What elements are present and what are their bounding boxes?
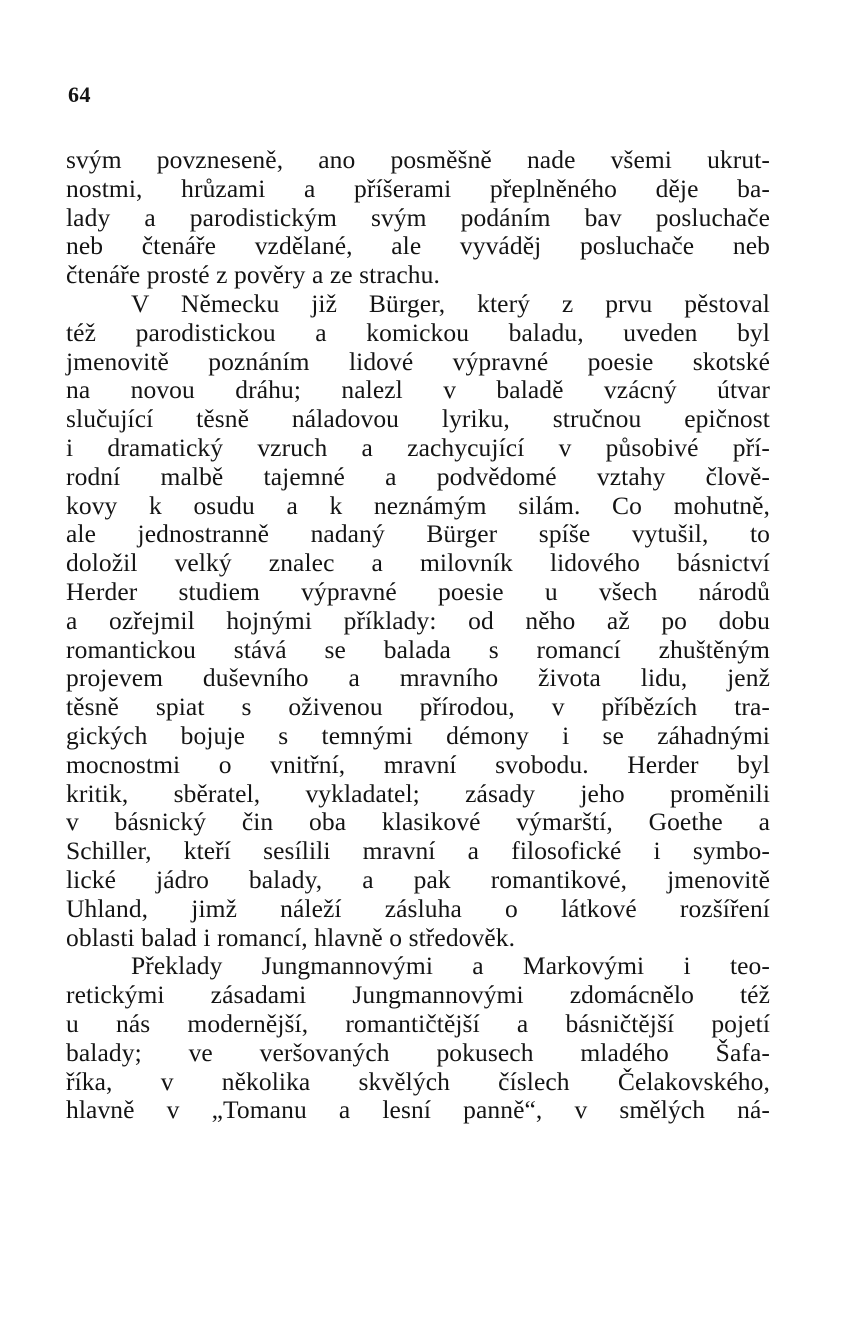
text-line: mocnostmi o vnitřní, mravní svobodu. Herder byl (66, 749, 770, 779)
body-text (66, 146, 770, 1125)
paragraph (66, 146, 770, 290)
text-line: Překlady Jungmannovými a Markovými i teo- (131, 951, 770, 981)
text-line: čtenáře prosté z pověry a ze strachu. (66, 260, 440, 290)
text-line: kritik, sběratel, vykladatel; zásady jeho proměnili (66, 778, 770, 808)
text-line: Schiller, kteří sesílili mravní a filosofické i symbo- (66, 836, 770, 866)
text-line: lické jádro balady, a pak romantikové, jmenovitě (66, 864, 770, 894)
text-line: svým povzneseně, ano posměšně nade všemi ukrut- (66, 145, 770, 174)
text-line: i dramatický vzruch a zachycující v působivé pří- (66, 432, 770, 462)
text-line: rodní malbě tajemné a podvědomé vztahy člově- (66, 461, 770, 491)
text-line: slučující těsně náladovou lyriku, stručnou epičnost (66, 404, 770, 434)
text-line: neb čtenáře vzdělané, ale vyváděj posluchače neb (66, 231, 770, 261)
text-line: retickými zásadami Jungmannovými zdomácnělo též (66, 980, 770, 1010)
text-line: ale jednostranně nadaný Bürger spíše vytušil, to (66, 519, 770, 549)
text-line: na novou dráhu; nalezl v baladě vzácný útvar (66, 375, 770, 405)
text-line: lady a parodistickým svým podáním bav posluchače (66, 202, 770, 232)
text-line: u nás modernější, romantičtější a básničtější pojetí (66, 1008, 770, 1038)
text-line: gických bojuje s temnými démony i se záhadnými (66, 720, 770, 750)
text-line: též parodistickou a komickou baladu, uveden byl (66, 317, 770, 347)
text-line: a ozřejmil hojnými příklady: od něho až po dobu (66, 605, 770, 635)
text-line: oblasti balad i romancí, hlavně o středověk. (66, 922, 516, 952)
text-line: těsně spiat s oživenou přírodou, v příbězích tra- (66, 692, 770, 722)
text-line: nostmi, hrůzami a příšerami přeplněného děje ba- (66, 173, 770, 203)
text-line: V Německu již Bürger, který z prvu pěstoval (131, 288, 770, 318)
text-line: v básnický čin oba klasikové výmarští, Goethe a (66, 807, 770, 837)
text-line: hlavně v „Tomanu a lesní panně“, v smělých ná- (66, 1095, 770, 1125)
text-line: balady; ve veršovaných pokusech mladého Šafa- (66, 1037, 770, 1067)
text-line: kovy k osudu a k neznámým silám. Co mohutně, (66, 490, 770, 520)
text-line: říka, v několika skvělých číslech Čelakovského, (66, 1066, 770, 1096)
text-line: jmenovitě poznáním lidové výpravné poesie skotské (66, 346, 770, 376)
text-line: doložil velký znalec a milovník lidového básnictví (66, 548, 770, 578)
text-line: Uhland, jimž náleží zásluha o látkové rozšíření (66, 893, 770, 923)
paragraph (66, 952, 770, 1125)
text-line: Herder studiem výpravné poesie u všech národů (66, 576, 770, 606)
page-number: 64 (68, 82, 91, 107)
text-line: projevem duševního a mravního života lidu, jenž (66, 663, 770, 693)
paragraph (66, 290, 770, 952)
text-line: romantickou stává se balada s romancí zhuštěným (66, 634, 770, 664)
